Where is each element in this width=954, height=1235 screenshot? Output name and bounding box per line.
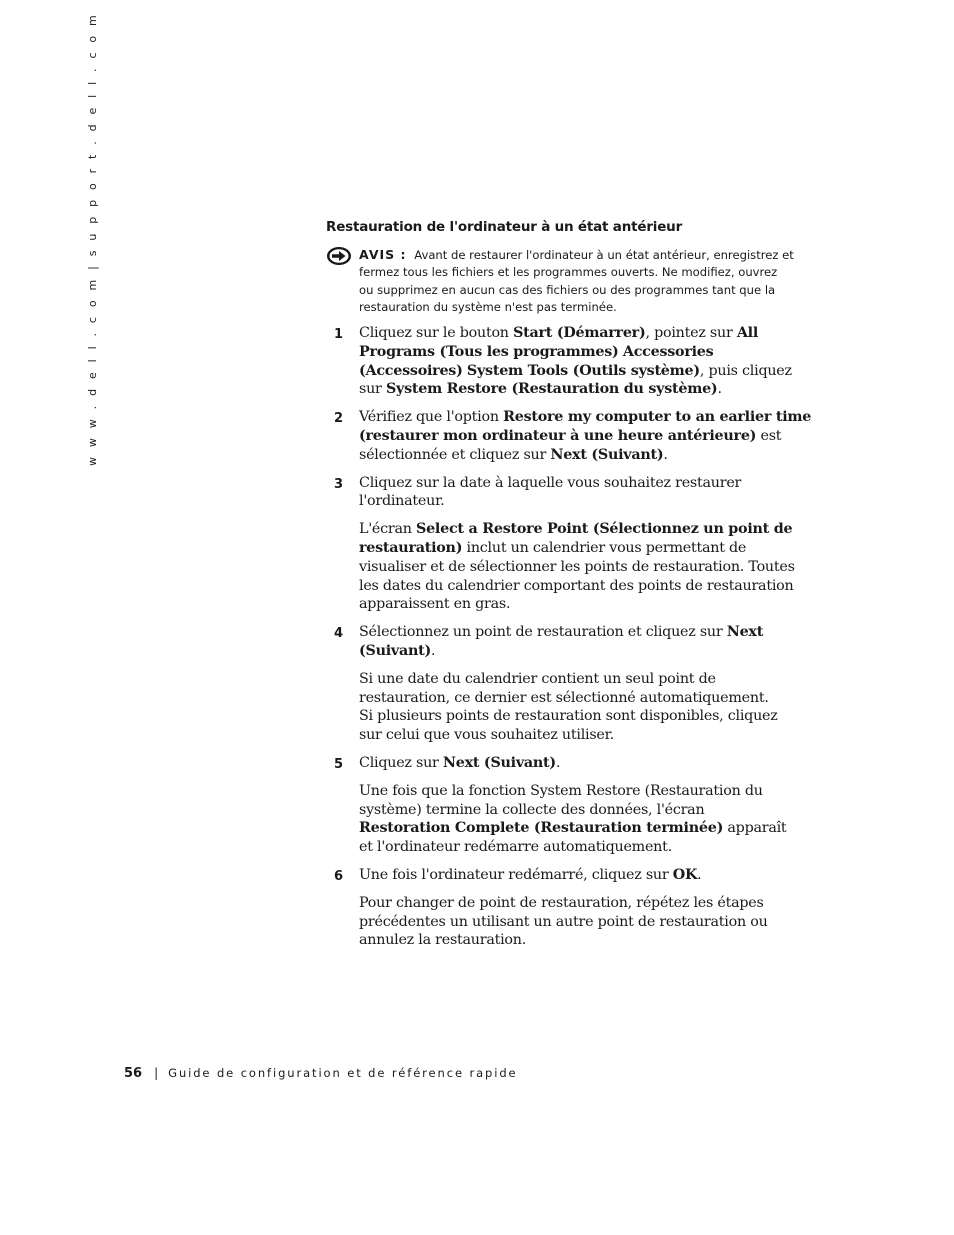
side-website-url: w w w . d e l l . c o m | s u p p o r t . d e l l . c o m: [86, 12, 99, 466]
step-detail: Une fois que la fonction System Restore (Restauration du système) termine la collecte des données, l'écran Restoration Complete (Restauration terminée) apparaît et l'ordinateur redémarre automatiquement.: [359, 782, 787, 856]
notice-text: [359, 246, 806, 316]
notice-line-1: Avant de restaurer l'ordinateur à un état antérieur, enregistrez et: [414, 248, 794, 262]
step-6: [334, 866, 814, 950]
step-text: Cliquez sur la date à laquelle vous souhaitez restaurer l'ordinateur.: [359, 474, 742, 510]
step-text: Cliquez sur Next (Suivant).: [359, 754, 561, 771]
step-5: [334, 754, 814, 857]
notice-arrow-icon: [326, 246, 352, 266]
step-text: Une fois l'ordinateur redémarré, cliquez sur OK.: [359, 866, 702, 883]
step-4: [334, 623, 814, 745]
step-number: 4: [334, 626, 344, 642]
steps-list: [334, 324, 814, 950]
step-number: 3: [334, 476, 344, 492]
page-number: 56: [124, 1066, 143, 1081]
notice-label: AVIS :: [359, 247, 407, 262]
step-1: [334, 324, 814, 399]
step-2: [334, 408, 814, 464]
step-detail: Pour changer de point de restauration, répétez les étapes précédentes un utilisant un autre point de restauration ou annulez la restauration.: [359, 894, 768, 949]
step-number: 5: [334, 756, 344, 772]
step-3: [334, 474, 814, 615]
step-detail: Si une date du calendrier contient un seul point de restauration, ce dernier est sélectionné automatiquement. Si plusieurs points de restauration sont disponibles, cliquez sur celui que vous souhaitez utiliser.: [359, 670, 778, 744]
section-heading: Restauration de l'ordinateur à un état antérieur: [326, 219, 683, 235]
page-footer: [124, 1062, 518, 1081]
footer-title: Guide de configuration et de référence rapide: [168, 1066, 518, 1080]
notice-line-2: fermez tous les fichiers et les programmes ouverts. Ne modifiez, ouvrez: [359, 265, 778, 280]
step-text: Vérifiez que l'option Restore my computer to an earlier time (restaurer mon ordinateur à une heure antérieure) est sélectionnée et cliquez sur Next (Suivant).: [359, 409, 812, 463]
step-number: 6: [334, 868, 344, 884]
footer-separator: |: [154, 1066, 159, 1080]
step-text: Cliquez sur le bouton Start (Démarrer), pointez sur All Programs (Tous les programmes) Accessories (Accessoires) System Tools (Outils système), puis cliquez sur System Restore (Restauration du système).: [359, 325, 792, 398]
step-text: Sélectionnez un point de restauration et cliquez sur Next (Suivant).: [359, 624, 764, 659]
notice-box: [326, 246, 806, 316]
notice-line-3: ou supprimez en aucun cas des fichiers ou des programmes tant que la: [359, 282, 776, 297]
notice-line-4: restauration du système n'est pas terminée.: [359, 299, 617, 314]
step-number: 1: [334, 327, 344, 342]
step-number: 2: [334, 411, 344, 427]
step-detail: L'écran Select a Restore Point (Sélectionnez un point de restauration) inclut un calendrier vous permettant de visualiser et de sélectionner les points de restauration. Toutes les dates du calendrier comportant des points de restauration apparaissent en gras.: [359, 521, 795, 613]
